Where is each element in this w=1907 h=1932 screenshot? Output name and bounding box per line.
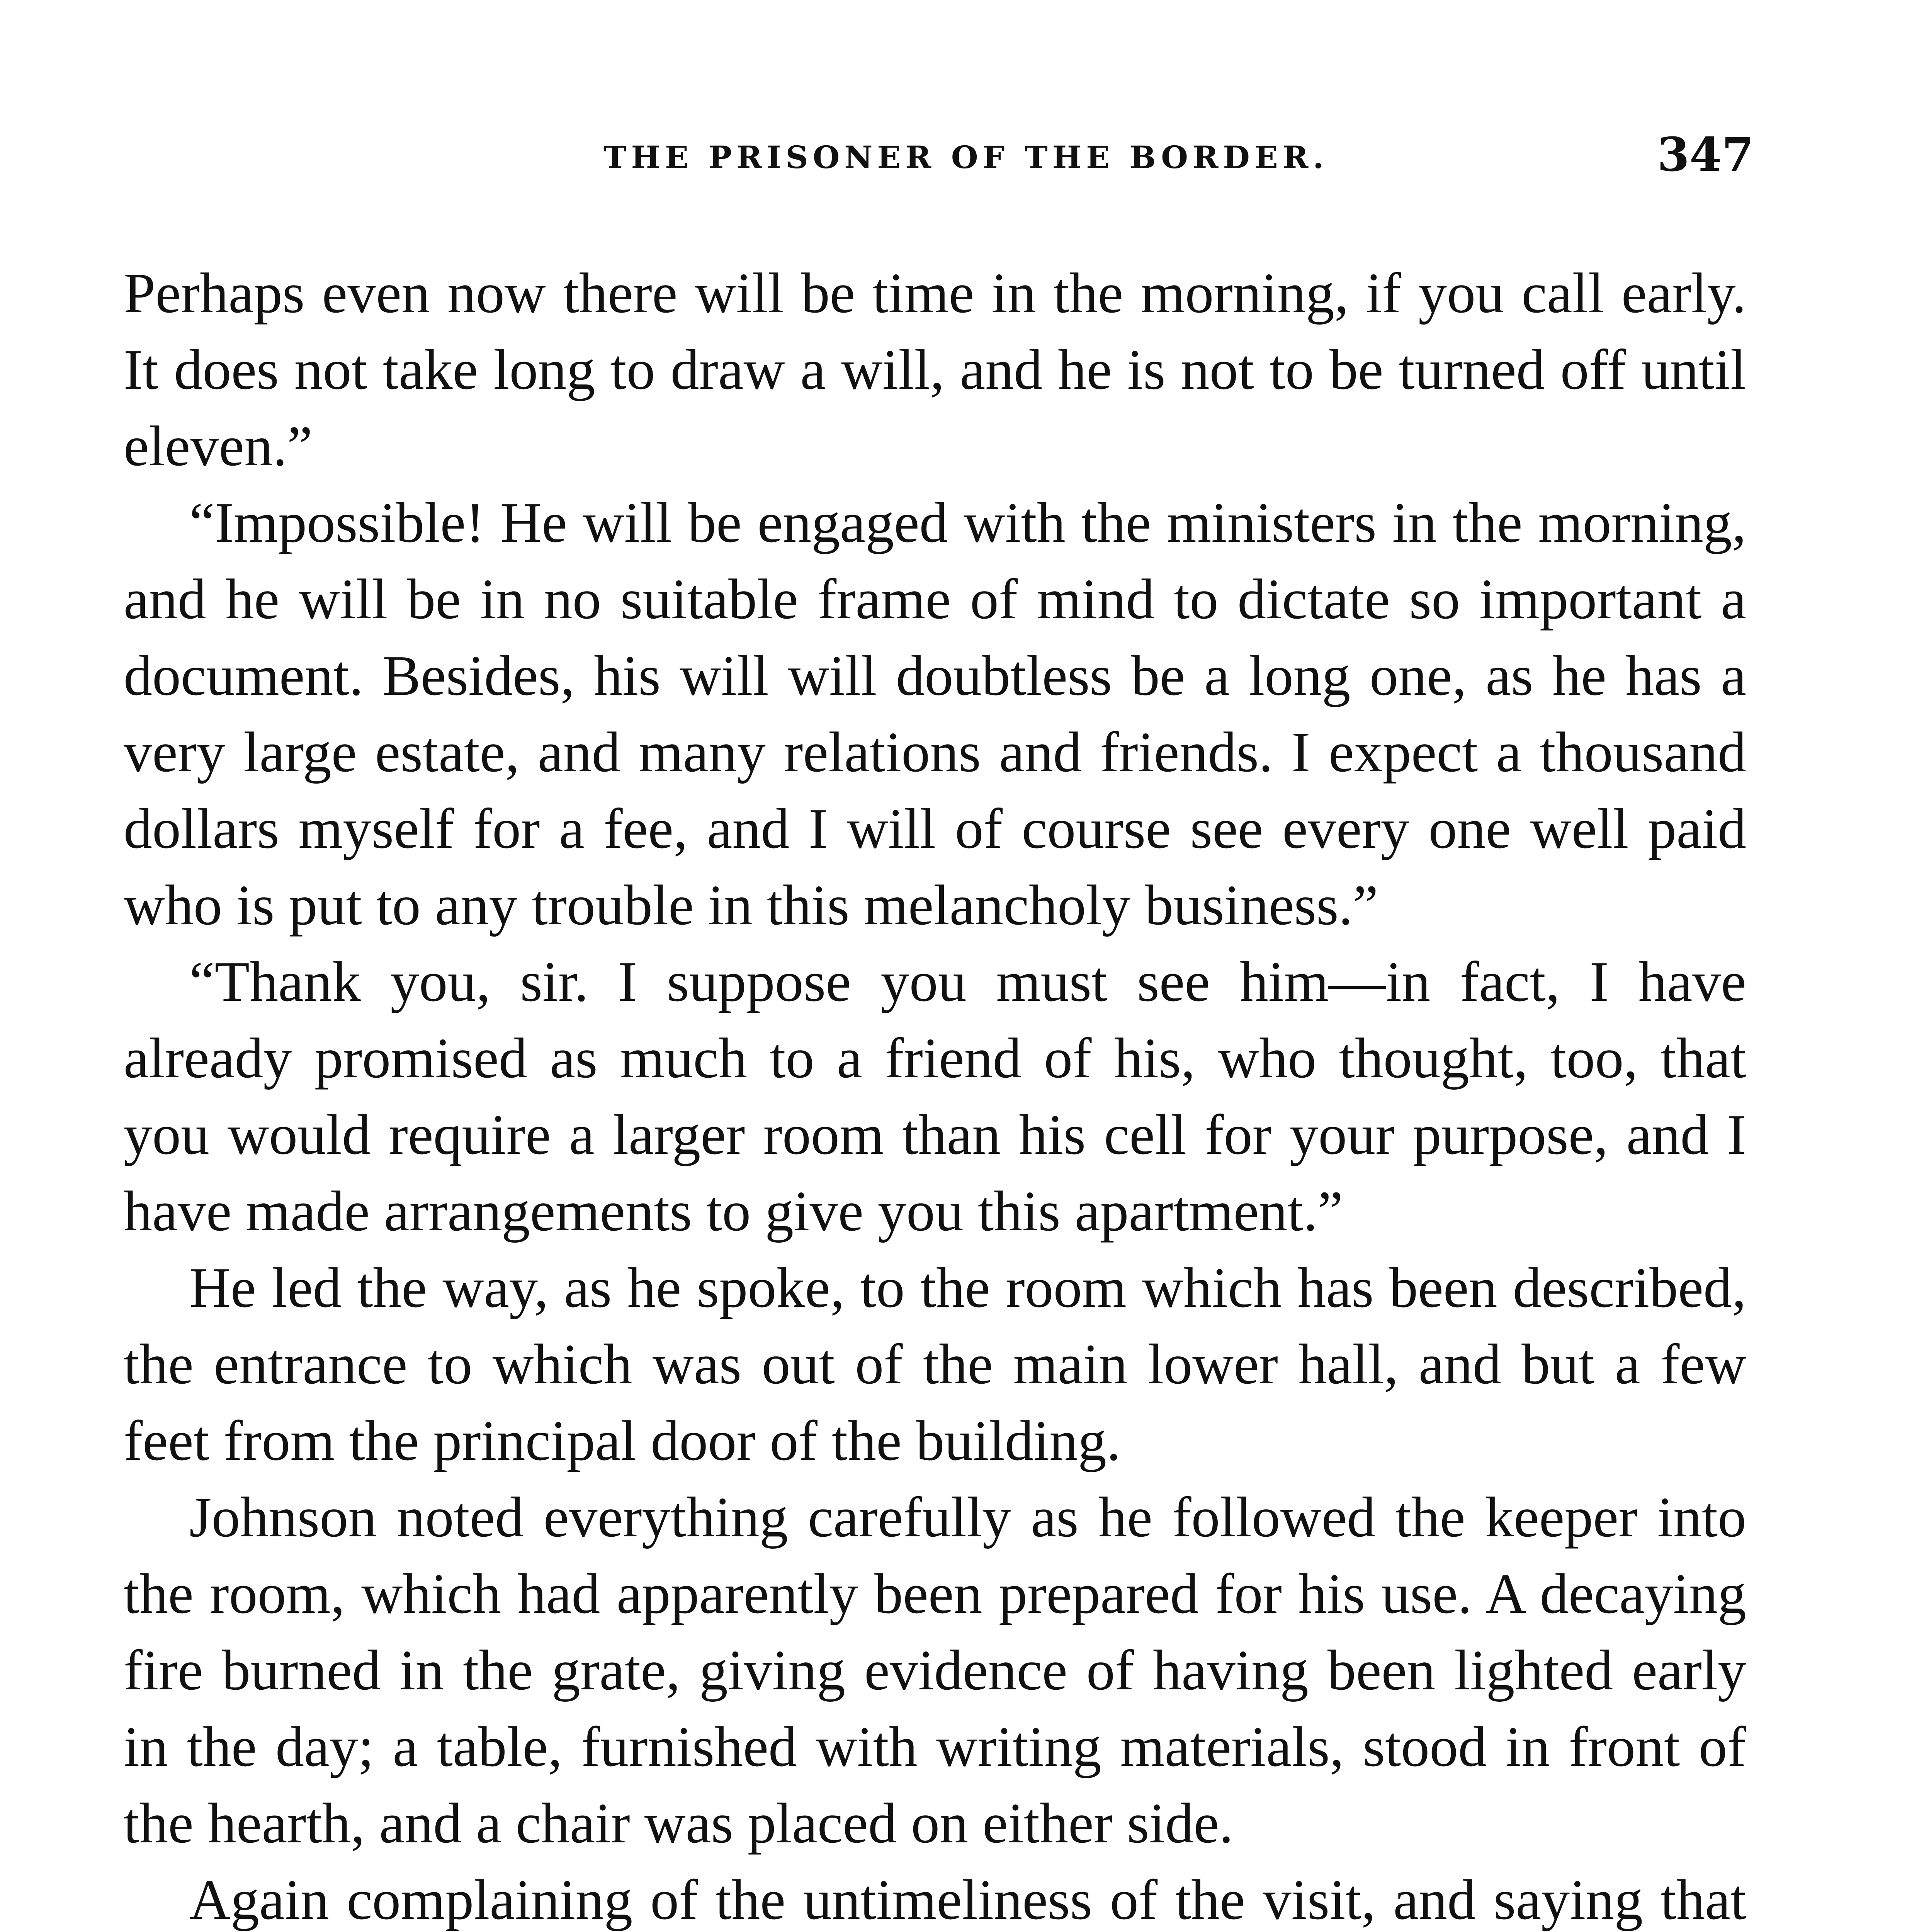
page-number: 347	[1657, 128, 1754, 182]
paragraph-4: He led the way, as he spoke, to the room which has been described, the entrance to which was out of the main lower hall, and but a few feet from the principal door of the building.	[124, 1256, 1746, 1473]
body-text	[124, 255, 1746, 1932]
paragraph-6: Again complaining of the untimeliness of the visit, and saying that	[189, 1868, 1746, 1932]
paragraph-3: “Thank you, sir. I suppose you must see him—in fact, I have already promised as much to a friend of his, who thought, too, that you would require a larger room than his cell for your purpose, and I have made arrangements to give you this apartment.”	[124, 950, 1746, 1243]
paragraph-1: Perhaps even now there will be time in the morning, if you call early. It does not take long to draw a will, and he is not to be turned off until eleven.”	[124, 262, 1746, 478]
paragraph-5: Johnson noted everything carefully as he followed the keeper into the room, which had apparently been prepared for his use. A decaying fire burned in the grate, giving evidence of having been lighted early in the day; a table, furnished with writing materials, stood in front of the hearth, and a chair was placed on either side.	[124, 1486, 1746, 1855]
running-head: THE PRISONER OF THE BORDER.	[603, 139, 1329, 175]
paragraph-2: “Impossible! He will be engaged with the ministers in the morning, and he will be in no suitable frame of mind to dictate so important a document. Besides, his will will doubtless be a long one, as he has a very large estate, and many relations and friends. I expect a thousand dollars myself for a fee, and I will of course see every one well paid who is put to any trouble in this melancholy business.”	[124, 491, 1746, 937]
